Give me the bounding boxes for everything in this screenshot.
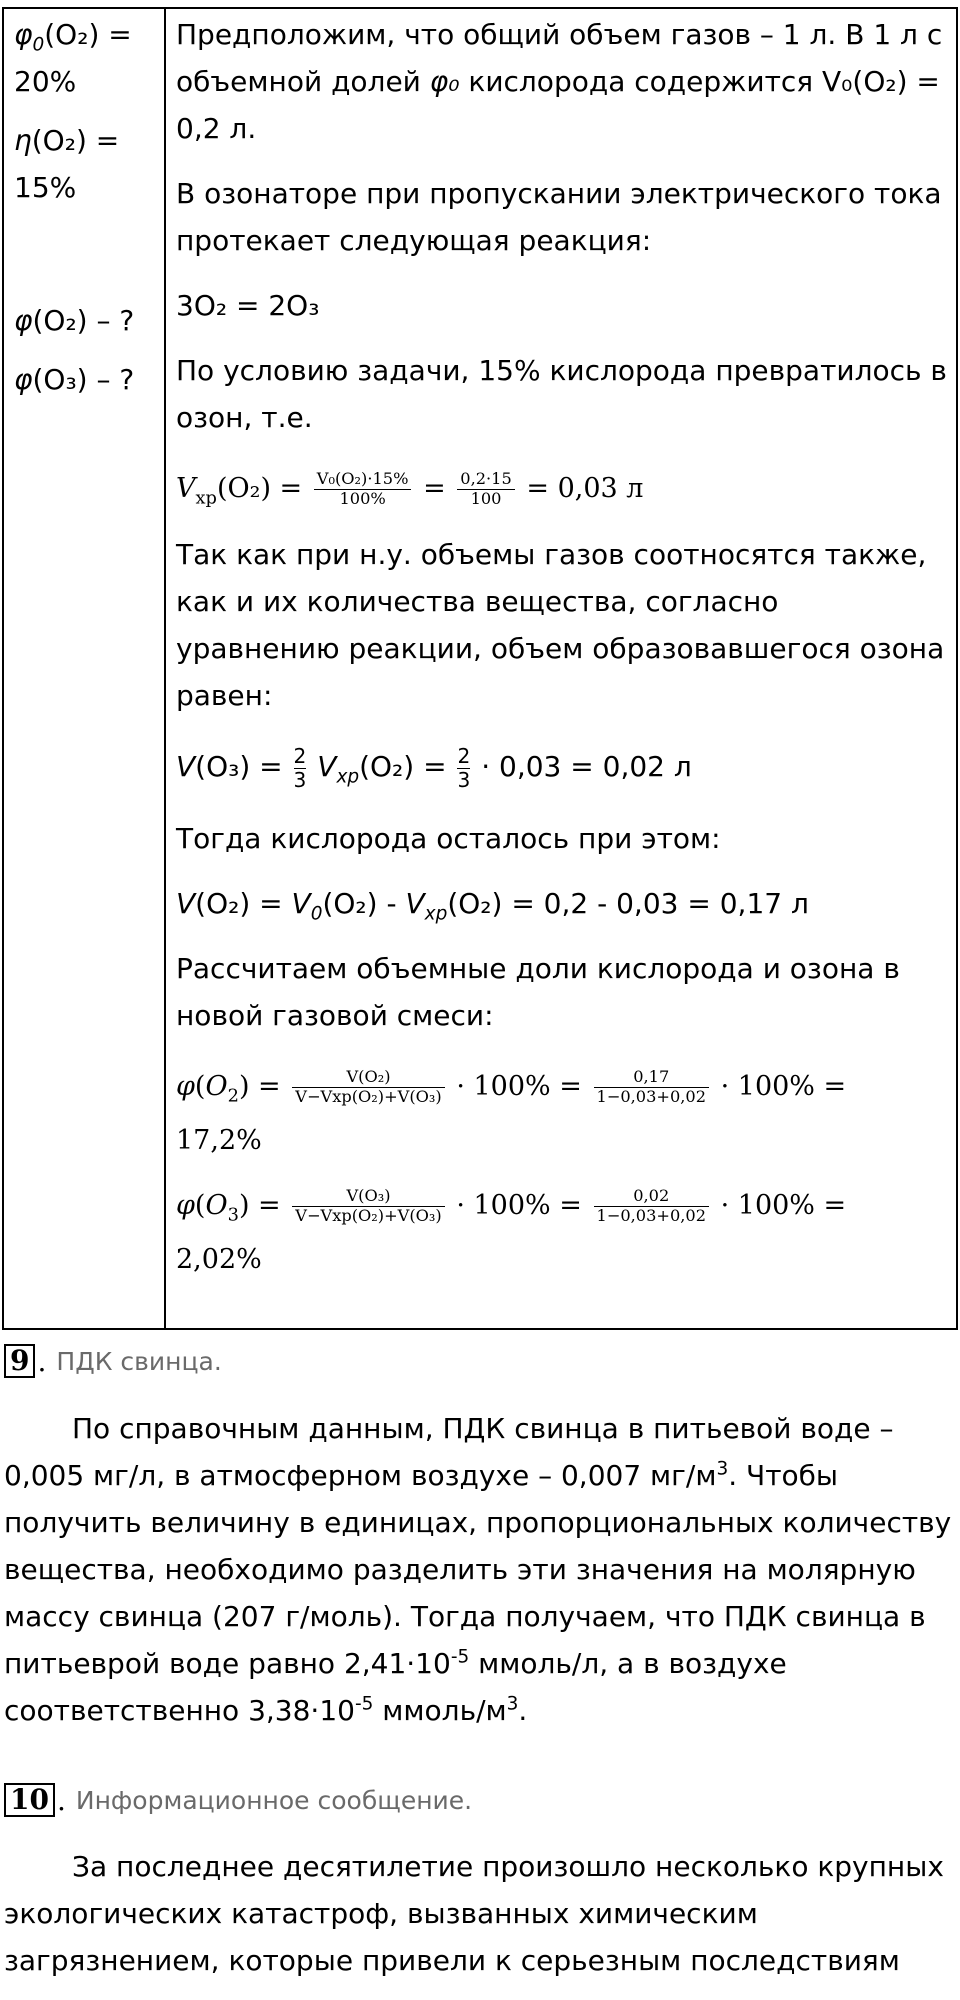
solution-paragraph-3: По условию задачи, 15% кислорода превратилось в озон, т.е. xyxy=(176,354,947,434)
solution-paragraph-2: В озонаторе при пропускании электрического тока протекает следующая реакция: xyxy=(176,177,942,257)
result-phi-o3: 2,02% xyxy=(176,1244,262,1275)
formula-vxr: $V_{хр}(O_2)$ = $\frac{\text{V₀(O₂)·15\%}}{100\%}$ = $\frac{0,2\cdot 15}{100}$ = 0,03 л xyxy=(176,469,644,509)
section-10-text: За последнее десятилетие произошло несколько крупных экологических катастроф, вызванных химическим загрязнением, которые привели к серьезным последствиям xyxy=(4,1850,944,1977)
formula-phi-o2: $\varphi(O_2)$ = $\frac{\text{V(O₂)}}{\text{V−Vхр(O₂)+V(O₃)}}$ · 100% = $\frac{0,17}{1-0,03+0,02}$ · 100% = xyxy=(176,1067,847,1107)
section-9-text: По справочным данным, ПДК свинца в питьевой воде – 0,005 мг/л, в атмосферном воздухе – 0,007 $мг/м^3$. Чтобы получить величину в единицах, пропорциональных количеству вещества, необходимо разделить эти значения на молярную массу свинца (207 г/моль). Тогда получаем, что ПДК свинца в питьеврой воде равно $2,41\cdot 10^{-5}$ ммоль/л, а в воздухе соответственно $3,38\cdot 10^{-5}$ ммоль/$м^3$. xyxy=(4,1412,952,1727)
solution-column xyxy=(165,8,957,1329)
result-phi-o2: 17,2% xyxy=(176,1125,262,1156)
solution-paragraph-4: Так как при н.у. объемы газов соотносятся также, как и их количества вещества, согласно уравнению реакции, объем образовавшегося озона равен: xyxy=(176,538,945,712)
find-phi-o2: φ(O₂) – ? xyxy=(14,304,135,337)
section-10-heading: 10 . Информационное сообщение. xyxy=(4,1783,472,1817)
solution-paragraph-6: Рассчитаем объемные доли кислорода и озона в новой газовой смеси: xyxy=(176,952,900,1032)
find-phi-o3: φ(O₃) – ? xyxy=(14,363,135,396)
section-9-number: 9 xyxy=(4,1344,35,1378)
formula-vo2: $V(O_2) = V_0(O_2) - V_{xp}(O_2) = 0,2 - 0,03 = 0,17$ л xyxy=(176,887,809,925)
solution-paragraph-5: Тогда кислорода осталось при этом: xyxy=(176,822,721,855)
formula-vo3: V(O₃) = $\frac{2}{3}$ $V_{xp}(O_2)$ = $\frac{2}{3}$ · 0,03 = 0,02 л xyxy=(176,744,692,792)
given-eta-o2-value: 15% xyxy=(14,171,77,204)
task-table xyxy=(2,7,958,1330)
formula-phi-o3: $\varphi(O_3)$ = $\frac{\text{V(O₃)}}{\text{V−Vхр(O₂)+V(O₃)}}$ · 100% = $\frac{0,02}{1-0,03+0,02}$ · 100% = xyxy=(176,1186,847,1226)
section-10-number: 10 xyxy=(4,1783,55,1817)
section-9-title: ПДК свинца. xyxy=(56,1346,222,1376)
given-phi0-o2-value: 20% xyxy=(14,65,77,98)
reaction-equation: 3O₂ = 2O₃ xyxy=(176,289,320,322)
given-column xyxy=(3,8,165,1329)
solution-paragraph-1: Предположим, что общий объем газов – 1 л. В 1 л с объемной долей φ₀ кислорода содержится V₀(O₂) = 0,2 л. xyxy=(176,18,943,145)
section-10-title: Информационное сообщение. xyxy=(75,1785,473,1815)
section-9-heading: 9 . ПДК свинца. xyxy=(4,1344,222,1378)
given-eta-o2: η(O₂) = xyxy=(14,124,120,157)
given-phi0-o2: $\varphi_0(O_2)$ = xyxy=(14,18,132,56)
